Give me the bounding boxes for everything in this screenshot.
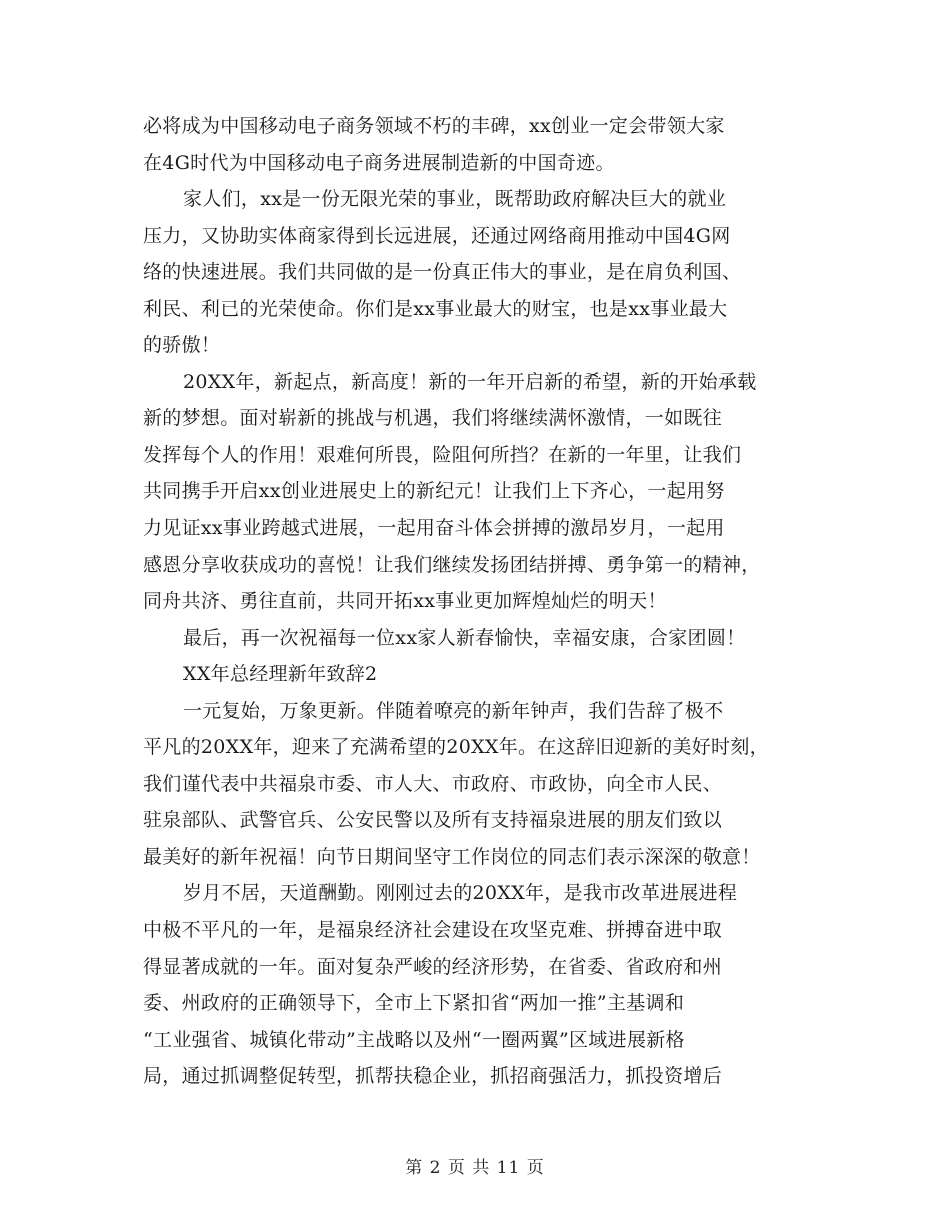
text-line: 平凡的20XX年，迎来了充满希望的20XX年。在这辞旧迎新的美好时刻， bbox=[143, 736, 769, 759]
text-line: 局，通过抓调整促转型，抓帮扶稳企业，抓招商强活力，抓投资增后 bbox=[143, 1065, 723, 1088]
text-line: 最美好的新年祝福！向节日期间坚守工作岗位的同志们表示深深的敬意！ bbox=[143, 845, 761, 868]
paragraph-start-line: 20XX年，新起点，新高度！新的一年开启新的希望，新的开始承载 bbox=[183, 370, 757, 393]
section-heading: XX年总经理新年致辞2 bbox=[183, 663, 378, 686]
text-line: 发挥每个人的作用！艰难何所畏，险阻何所挡？在新的一年里，让我们 bbox=[143, 443, 742, 466]
text-line: 利民、利已的光荣使命。你们是xx事业最大的财宝，也是xx事业最大 bbox=[143, 297, 728, 320]
text-line: 必将成为中国移动电子商务领域不朽的丰碑，xx创业一定会带领大家 bbox=[143, 115, 725, 137]
paragraph-start-line: 一元复始，万象更新。伴随着嘹亮的新年钟声，我们告辞了极不 bbox=[183, 699, 724, 722]
text-line: 得显著成就的一年。面对复杂严峻的经济形势，在省委、省政府和州 bbox=[143, 955, 723, 978]
text-line: 驻泉部队、武警官兵、公安民警以及所有支持福泉进展的朋友们致以 bbox=[143, 809, 723, 832]
text-line: “工业强省、城镇化带动”主战略以及州“一圈两翼”区域进展新格 bbox=[143, 1028, 685, 1051]
text-line: 压力，又协助实体商家得到长远进展，还通过网络商用推动中国4G网 bbox=[143, 224, 731, 247]
text-line: 中极不平凡的一年，是福泉经济社会建设在攻坚克难、拼搏奋进中取 bbox=[143, 919, 723, 942]
text-line: 络的快速进展。我们共同做的是一份真正伟大的事业，是在肩负利国、 bbox=[143, 261, 742, 284]
text-line: 在4G时代为中国移动电子商务进展制造新的中国奇迹。 bbox=[143, 151, 615, 174]
document-body bbox=[143, 108, 833, 1095]
text-line: 委、州政府的正确领导下，全市上下紧扣省“两加一推”主基调和 bbox=[143, 992, 685, 1015]
text-line: 的骄傲！ bbox=[143, 334, 221, 357]
paragraph-start-line: 最后，再一次祝福每一位xx家人新春愉快，幸福安康，合家团圆！ bbox=[183, 626, 746, 649]
paragraph-start-line: 家人们，xx是一份无限光荣的事业，既帮助政府解决巨大的就业 bbox=[183, 188, 727, 211]
text-line: 力见证xx事业跨越式进展，一起用奋斗体会拼搏的激昂岁月，一起用 bbox=[143, 517, 725, 540]
text-line: 新的梦想。面对崭新的挑战与机遇，我们将继续满怀激情，一如既往 bbox=[143, 407, 723, 430]
text-line: 我们谨代表中共福泉市委、市人大、市政府、市政协，向全市人民、 bbox=[143, 772, 723, 795]
text-line: 共同携手开启xx创业进展史上的新纪元！让我们上下齐心，一起用努 bbox=[143, 480, 725, 503]
paragraph-start-line: 岁月不居，天道酬勤。刚刚过去的20XX年，是我市改革进展进程 bbox=[183, 882, 738, 905]
text-line: 感恩分享收获成功的喜悦！让我们继续发扬团结拼搏、勇争第一的精神， bbox=[143, 553, 761, 576]
page-number-footer: 第 2 页 共 11 页 bbox=[405, 1158, 545, 1178]
text-line: 同舟共济、勇往直前，共同开拓xx事业更加辉煌灿烂的明天！ bbox=[143, 590, 667, 613]
